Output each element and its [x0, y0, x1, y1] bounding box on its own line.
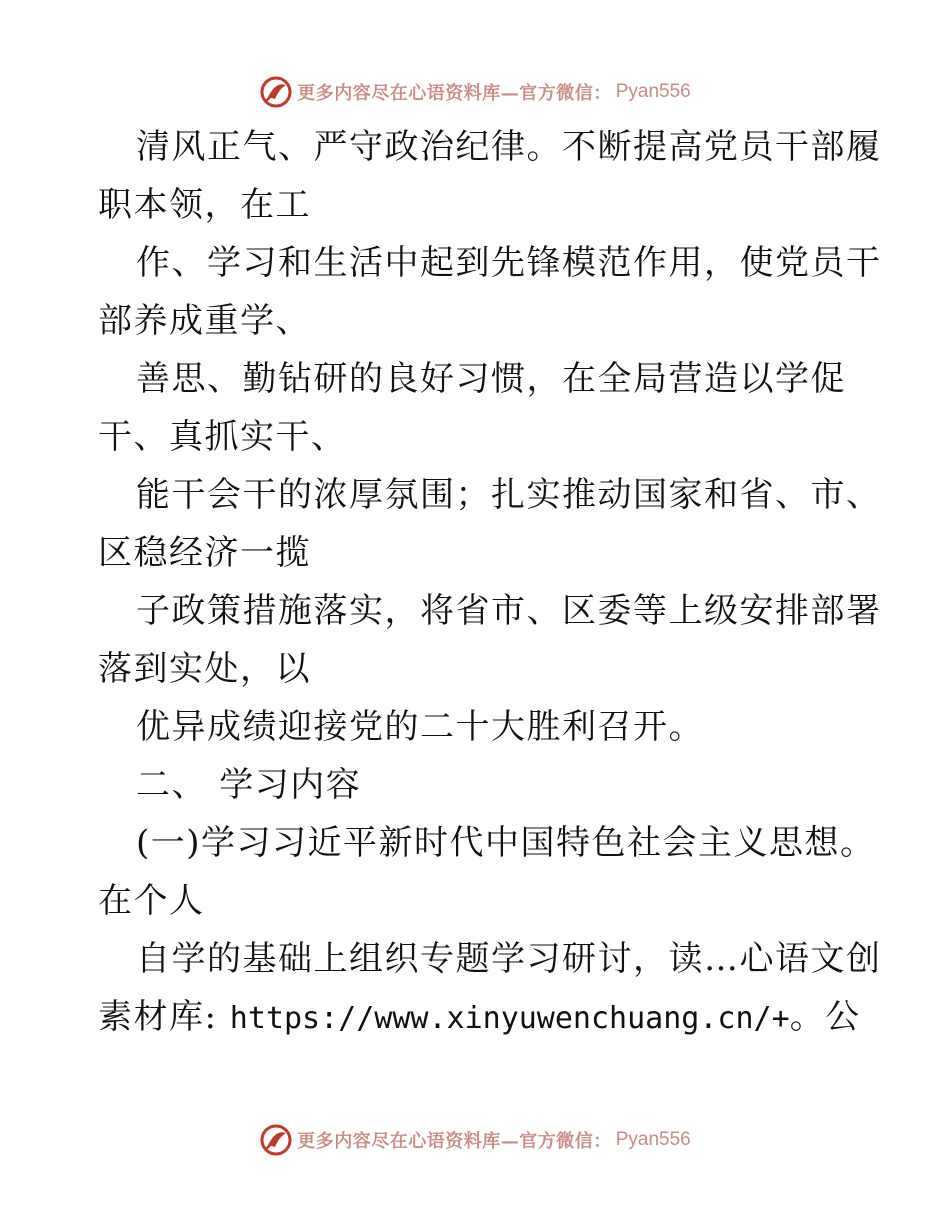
section-heading: 二、 学习内容: [136, 765, 362, 805]
brand-logo-icon: [259, 1123, 293, 1157]
paragraph-line: 作、学习和生活中起到先锋模范作用，使党员干: [136, 243, 882, 283]
source-url: https://www.xinyuwenchuang.cn/+: [229, 1001, 790, 1036]
header-watermark: [0, 72, 950, 112]
watermark-wechat-id: Pyan556: [615, 1129, 691, 1150]
watermark-text: 更多内容尽在心语资料库—官方微信：: [297, 83, 612, 104]
watermark-text: 更多内容尽在心语资料库—官方微信：: [297, 1131, 612, 1152]
paragraph-line: 子政策措施落实，将省市、区委等上级安排部署: [136, 591, 882, 631]
footer-watermark: [0, 1120, 950, 1160]
paragraph-line: 职本领，在工: [98, 185, 311, 225]
paragraph-line: 善思、勤钻研的良好习惯，在全局营造以学促: [136, 359, 846, 399]
brand-logo-icon: [259, 75, 293, 109]
url-suffix: 。公: [789, 997, 861, 1037]
paragraph-line: 落到实处，以: [98, 649, 311, 689]
paragraph-line: 部养成重学、: [98, 301, 311, 341]
paragraph-line: 能干会干的浓厚氛围；扎实推动国家和省、市、: [136, 475, 882, 515]
paragraph-line: 清风正气、严守政治纪律。不断提高党员干部履: [136, 127, 882, 167]
watermark-wechat-id: Pyan556: [615, 81, 691, 102]
paragraph-line: (一)学习习近平新时代中国特色社会主义思想。: [136, 823, 876, 863]
paragraph-line: 在个人: [98, 881, 205, 921]
paragraph-line: 优异成绩迎接党的二十大胜利召开。: [136, 707, 704, 747]
url-prefix: 素材库:: [98, 997, 230, 1037]
paragraph-line: 干、真抓实干、: [98, 417, 347, 457]
paragraph-line: 自学的基础上组织专题学习研讨，读…心语文创: [136, 939, 882, 979]
paragraph-line: 区稳经济一揽: [98, 533, 311, 573]
paragraph-line-with-url: [98, 988, 861, 1046]
document-body: [98, 118, 882, 1046]
